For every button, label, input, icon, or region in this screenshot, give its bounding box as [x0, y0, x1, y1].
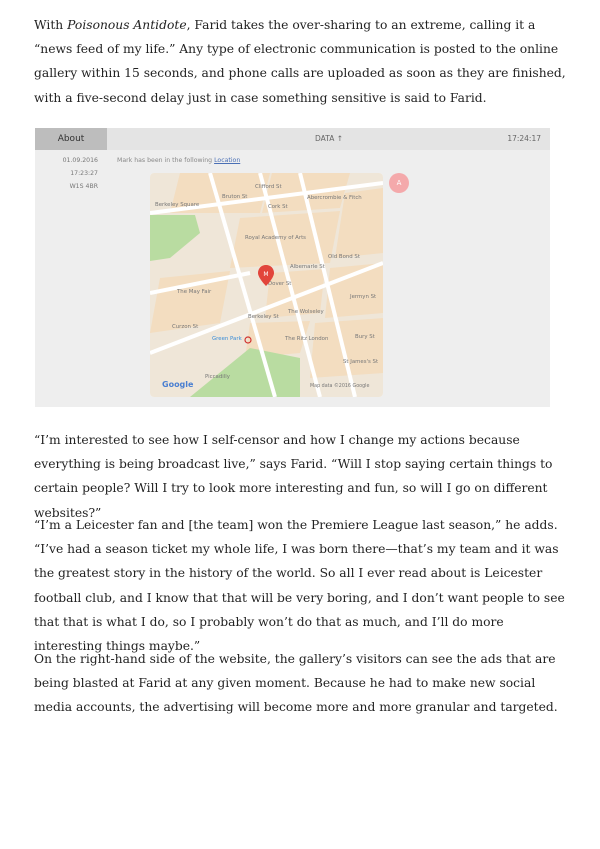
google-logo: Google	[162, 380, 194, 389]
tab-about[interactable]: About	[35, 128, 107, 150]
article-paragraph-4: On the right-hand side of the website, the gallery’s visitors can see the ads that are being blasted at Farid at any given moment. Because he had to make new social media accounts, the advertising will become more and more granular and targeted.	[34, 652, 558, 715]
article-paragraph-1: With Poisonous Antidote, Farid takes the over-sharing to an extreme, calling it a “news feed of my life.” Any type of electronic communication is posted to the online gallery within 15 seconds, and phone calls are uploaded as soon as they are finished, with a five-second delay just in case something sensitive is said to Farid.	[34, 18, 566, 105]
map-label-royal-academy: Royal Academy of Arts	[245, 235, 306, 241]
embedded-screenshot	[35, 128, 550, 407]
marker-label: M	[263, 271, 269, 278]
map-label-the-ritz: The Ritz London	[285, 336, 329, 342]
clock: 17:24:17	[507, 134, 541, 143]
avatar: A	[389, 173, 409, 193]
entry-date: 01.09.2016	[62, 157, 98, 164]
data-sort-label[interactable]: DATA ↑	[315, 134, 343, 143]
map-data-credit: Map data ©2016 Google	[310, 384, 370, 389]
map-label-curzon-st: Curzon St	[172, 324, 199, 330]
entry-postcode: W1S 4BR	[69, 183, 98, 190]
artwork-title: Poisonous Antidote	[67, 18, 187, 32]
entry-message: Mark has been in the following Location	[117, 157, 241, 164]
map-label-old-bond-st: Old Bond St	[328, 254, 360, 260]
map-label-clifford-st: Clifford St	[255, 184, 282, 190]
map-label-st-james: St James's St	[343, 359, 379, 365]
map-label-abercrombie: Abercrombie & Fitch	[307, 195, 362, 201]
location-map[interactable]	[150, 173, 383, 397]
map-label-cork-st: Cork St	[268, 204, 288, 210]
map-label-bruton-st: Bruton St	[222, 194, 248, 200]
article-paragraph-3: “I’m a Leicester fan and [the team] won the Premiere League last season,” he adds. “I’ve had a season ticket my whole life, I was born there—that’s my team and it was the greatest story in the history of the world. So all I ever read about is Leicester football club, and I know that that will be very boring, and I don’t want people to see that that is what I do, so I probably won’t do that as much, and I’ll do more interesting things maybe.”	[34, 518, 565, 654]
article-paragraph-2: “I’m interested to see how I self-censor and how I change my actions because everything is being broadcast live,” says Farid. “Will I stop saying certain things to certain people? Will I try to look more interesting and fun, so will I go on different websites?”	[34, 433, 553, 520]
map-label-jermyn-st: Jermyn St	[350, 294, 377, 300]
entry-time: 17:23:27	[70, 170, 98, 177]
map-label-dover-st: Dover St	[268, 281, 292, 287]
map-label-bury-st: Bury St	[355, 334, 375, 340]
map-label-the-may-fair: The May Fair	[177, 289, 212, 295]
map-label-berkeley-st: Berkeley St	[248, 314, 279, 320]
top-bar	[35, 128, 550, 150]
map-label-piccadilly: Piccadilly	[205, 374, 230, 380]
map-label-the-wolseley: The Wolseley	[288, 309, 324, 315]
location-link[interactable]: Location	[214, 157, 241, 164]
map-label-berkeley-square: Berkeley Square	[155, 202, 200, 208]
map-label-green-park: Green Park	[212, 336, 242, 342]
map-label-albemarle-st: Albemarle St	[290, 264, 325, 270]
